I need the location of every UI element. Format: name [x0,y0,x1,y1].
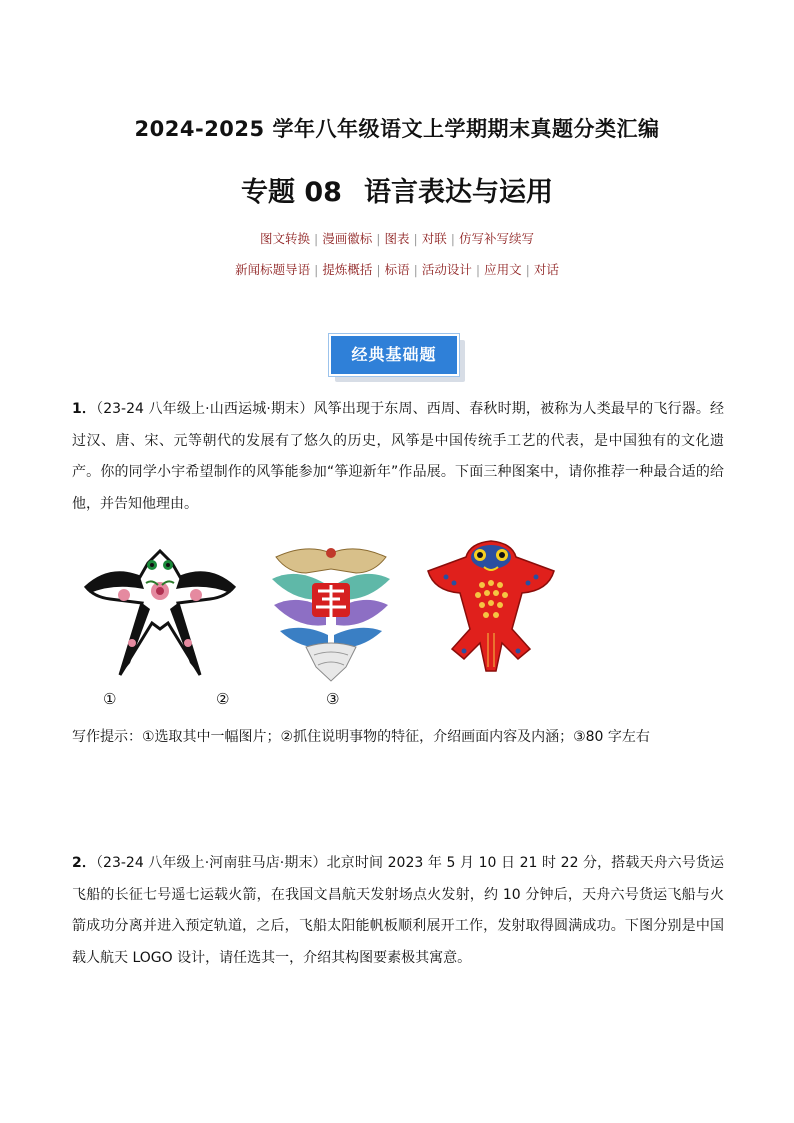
tag: 新闻标题导语 [235,262,311,277]
kite-label-2: ② [216,690,230,708]
tag: 对联 [421,231,447,246]
tag: 活动设计 [421,262,472,277]
tag: 标语 [384,262,410,277]
swallow-kite-icon [80,543,240,679]
tag: 提炼概括 [322,262,373,277]
document-title: 2024-2025 学年八年级语文上学期期末真题分类汇编 [134,117,660,141]
question-number: 2． [72,855,96,871]
topic-name: 语言表达与运用 [363,177,553,208]
kite-labels [0,690,794,714]
kite-label-3: ③ [326,690,340,708]
tag: 仿写补写续写 [458,231,534,246]
question-text: （23-24 八年级上·山西运城·期末）风筝出现于东周、西周、春秋时期，被称为人类最早的飞行器。经过汉、唐、宋、元等朝代的发展有了悠久的历史，风筝是中国传统手工艺的代表，是中国独有的文化遗产。你的同学小宇希望制作的风筝能参加“筝迎新年”作品展。下面三种图案中，请你推荐一种最合适的给他，并告知他理由。 [72,401,724,512]
question-text: （23-24 八年级上·河南驻马店·期末）北京时间 2023 年 5 月 10 日 21 时 22 分，搭载天舟六号货运飞船的长征七号遥七运载火箭，在我国文昌航天发射场点火发射，约 10 分钟后，天舟六号货运飞船与火箭成功分离并进入预定轨道，之后，飞船太阳能帆板顺利展开工作，发射取得圆满成功。下图分别是中国载人航天 LOGO 设计，请任选其一，介绍其构图要素极其寓意。 [72,855,724,966]
topic-title [0,170,794,209]
section-badge-label: 经典基础题 [329,334,459,376]
goldfish-kite-icon [424,537,558,677]
topic-tags-row-2: 新闻标题导语 | 提炼概括 | 标语 | 活动设计 | 应用文 | 对话 [235,262,559,277]
section-badge [329,334,465,382]
tag: 图表 [384,231,410,246]
kite-label-1: ① [103,690,117,708]
topic-number: 专题 08 [241,177,342,208]
topic-tags-row-1: 图文转换 | 漫画徽标 | 图表 | 对联 | 仿写补写续写 [260,231,534,246]
writing-hint: 写作提示：①选取其中一幅图片；②抓住说明事物的特征，介绍画面内容及内涵；③80 字左右 [72,729,650,745]
longevity-butterfly-kite-icon [266,539,396,683]
question-1 [72,394,724,520]
tag: 对话 [533,262,559,277]
question-number: 1． [72,401,97,417]
question-2 [72,848,724,974]
tag: 漫画徽标 [322,231,373,246]
tag: 图文转换 [260,231,311,246]
tag: 应用文 [484,262,522,277]
kite-images [0,535,794,685]
